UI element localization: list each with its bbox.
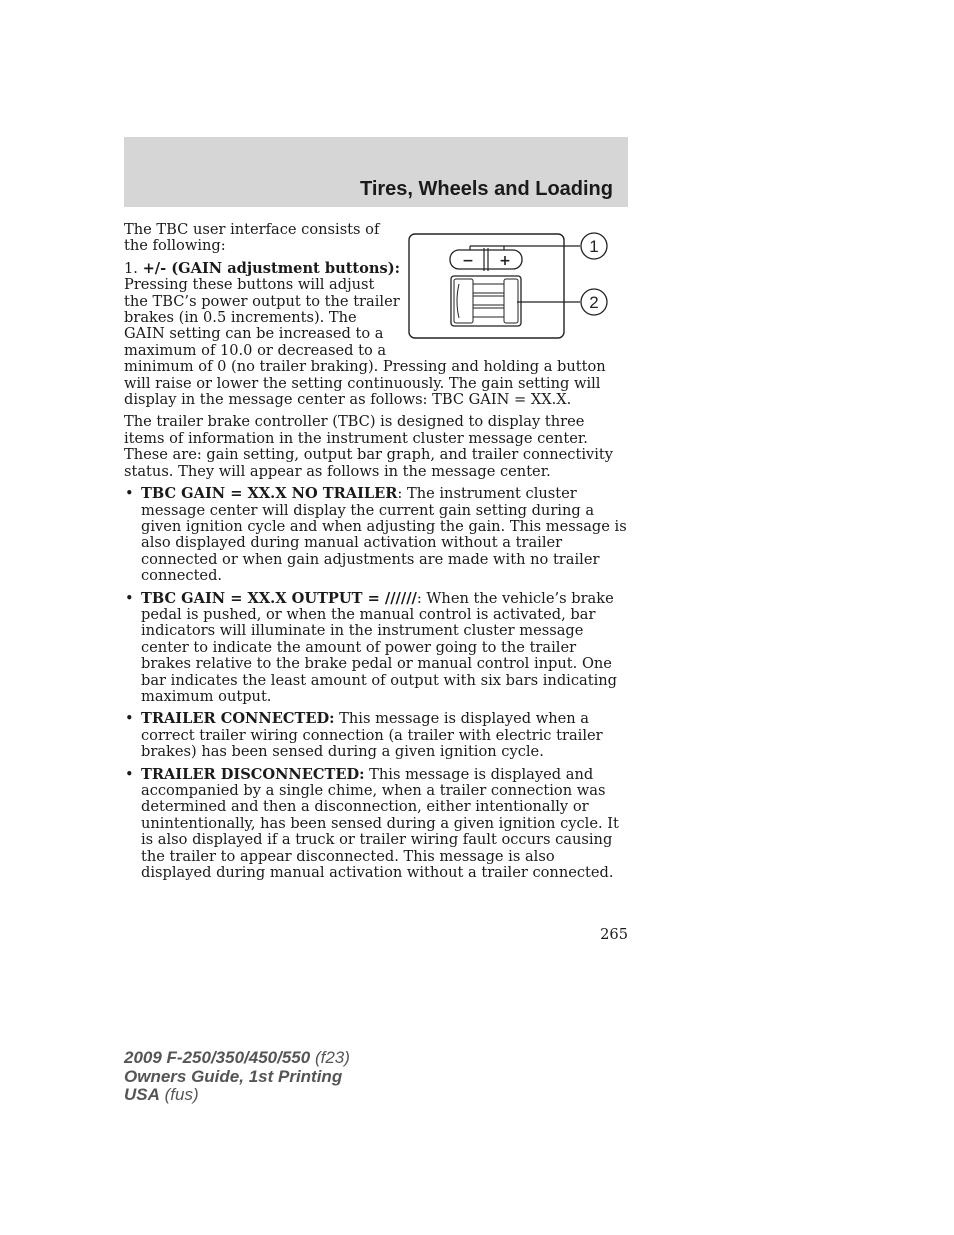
bullet-icon: • [125, 710, 134, 728]
minus-button-label: − [462, 253, 474, 269]
item-text: Pressing these buttons will adjust the TBC’s power output to the trailer brakes (in 0.5 increments). The GAIN setting can be increased to a maximum of 10.0 or decreased to a minimum of 0 (no trailer braking). Pressing and holding a button will raise or lower the setting continuously. The gain setting will display in the message center as follows: TBC GAIN = XX.X. [124, 276, 606, 409]
tbc-controller-illustration [407, 226, 639, 344]
bullet-icon: • [125, 485, 134, 503]
list-item-label: TBC GAIN = XX.X NO TRAILER [141, 485, 398, 503]
bullet-icon: • [125, 765, 134, 783]
list-item-label: TRAILER DISCONNECTED: [141, 765, 365, 783]
callout-1-label: 1 [589, 237, 599, 256]
item-label: +/- (GAIN adjustment buttons): [142, 259, 401, 277]
bullet-icon: • [125, 589, 134, 607]
callout-2-label: 2 [589, 293, 599, 312]
footer-edition-info [124, 1049, 350, 1105]
footer-line-guide: Owners Guide, 1st Printing [124, 1066, 343, 1086]
list-item [124, 767, 629, 882]
tbc-description-paragraph: The trailer brake controller (TBC) is designed to display three items of information in the instrument cluster message center. These are: gain setting, output bar graph, and trailer connectivity status. They will appear as follows in the message center. [124, 413, 614, 480]
item-number: 1. [124, 259, 143, 277]
list-item [124, 486, 629, 584]
list-item-text: This message is displayed and accompanied by a single chime, when a trailer connection was determined and then a disconnection, either intentionally or unintentionally, has been sensed during a given ignition cycle. It is also displayed if a truck or trailer wiring fault occurs causing the trailer to appear disconnected. This message is also displayed during manual activation without a trailer connected. [141, 765, 619, 882]
list-item [124, 591, 629, 706]
intro-paragraph: The TBC user interface consists of the following: [124, 221, 380, 255]
page-content [124, 222, 629, 887]
plus-button-label: + [499, 253, 511, 269]
list-item-text: : The instrument cluster message center will display the current gain setting during a given ignition cycle and when adjusting the gain. This message is also displayed during manual activation without a trailer connected or when gain adjustments are made with no trailer connected. [141, 485, 627, 585]
footer-line-model: 2009 F-250/350/450/550 (f23) [124, 1048, 350, 1067]
message-list [124, 486, 629, 881]
section-header-band [124, 137, 628, 207]
list-item-label: TRAILER CONNECTED: [141, 710, 335, 728]
footer-line-market: USA (fus) [124, 1085, 199, 1104]
section-title: Tires, Wheels and Loading [359, 178, 613, 200]
list-item [124, 711, 629, 760]
gain-button-bar [450, 250, 522, 269]
list-item-text: : When the vehicle’s brake pedal is pushed, or when the manual control is activated, bar indicators will illuminate in the instrument cluster message center to indicate the amount of power going to the trailer brakes relative to the brake pedal or manual control input. One bar indicates the least amount of output with six bars indicating maximum output. [141, 589, 617, 705]
page-number: 265 [600, 926, 628, 943]
list-item-text: This message is displayed when a correct trailer wiring connection (a trailer with electric trailer brakes) has been sensed during a given ignition cycle. [141, 710, 603, 761]
list-item-label: TBC GAIN = XX.X OUTPUT = ////// [141, 589, 417, 607]
tbc-controller-drawing [407, 226, 639, 344]
